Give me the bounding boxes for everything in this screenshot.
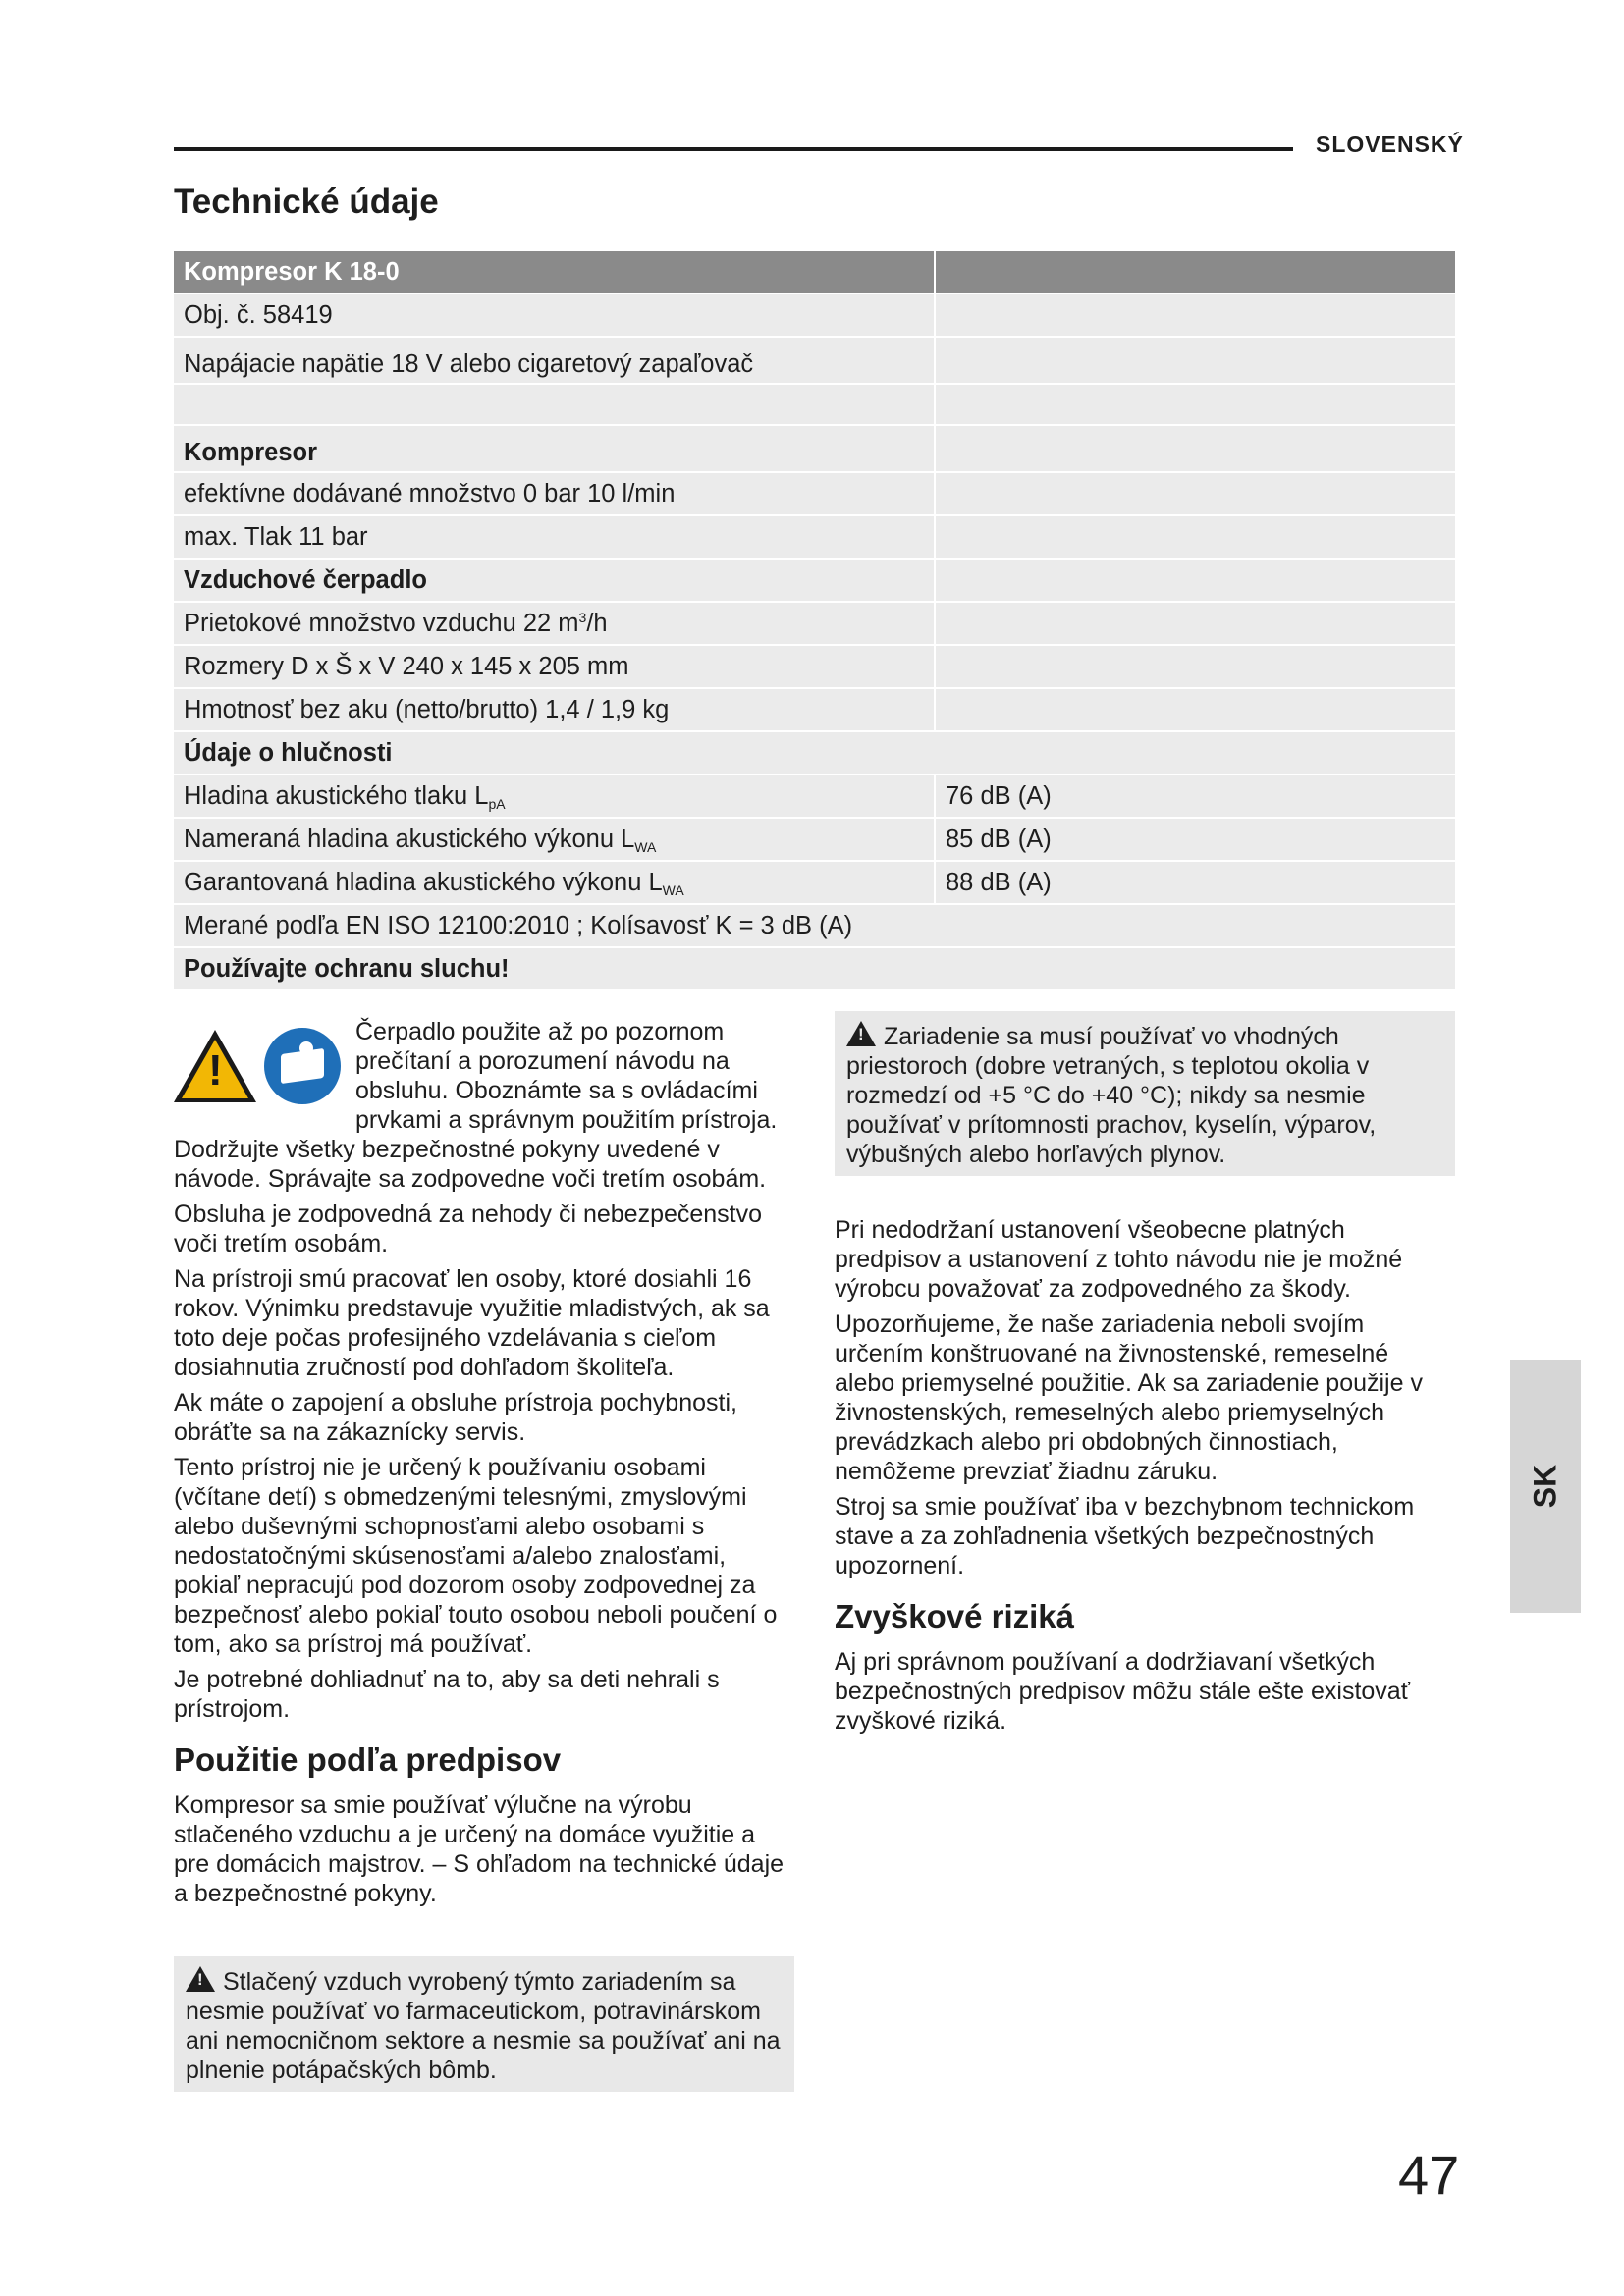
table-row: [174, 385, 1455, 424]
warning-icon: [846, 1021, 876, 1046]
paragraph: Kompresor sa smie používať výlučne na výrobu stlačeného vzduchu a je určený na domáce využitie a pre domácich majstrov. – S ohľadom na technické údaje a bezpečnostné pokyny.: [174, 1791, 785, 1907]
page-number: 47: [1398, 2144, 1460, 2206]
table-row: Prietokové množstvo vzduchu 22 $m^3/h$: [174, 603, 1455, 644]
table-row: Kompresor: [174, 426, 1455, 471]
section-heading-risk: Zvyškové riziká: [835, 1598, 1074, 1634]
table-row: Hmotnosť bez aku (netto/brutto) 1,4 / 1,9 kg: [174, 689, 1455, 730]
paragraph: Tento prístroj nie je určený k používaniu osobami (včítane detí) s obmedzenými telesnými, zmyslovými alebo duševnými schopnosťami alebo osobami s nedostatočnými skúsenosťami a/alebo znalosťami, pokiaľ nepracujú pod dozorom osoby zodpovednej za bezpečnosť alebo pokiaľ touto osobou neboli poučení o tom, ako sa prístroj má používať.: [174, 1454, 778, 1658]
warning-triangle-icon: !: [174, 1030, 256, 1102]
table-value: 85 dB (A): [936, 819, 1455, 860]
spec-table: [174, 251, 1455, 991]
warning-box-left: !Stlačený vzduch vyrobený týmto zariadením sa nesmie používať vo farmaceutickom, potravinárskom ani nemocničnom sektore a nesmie sa používať ani na plnenie potápačských bômb.: [174, 1956, 794, 2092]
table-row: Údaje o hlučnosti: [174, 732, 1455, 774]
right-column: [835, 1215, 1455, 1741]
section-heading-use: Použitie podľa predpisov: [174, 1741, 562, 1778]
table-header-cell: Kompresor K 18-0: [174, 251, 934, 293]
table-row: Obj. č. 58419: [174, 294, 1455, 336]
table-value: 88 dB (A): [936, 862, 1455, 903]
warning-box-right: !Zariadenie sa musí používať vo vhodných priestoroch (dobre vetraných, s teplotou okolia v rozmedzí od +5 °C do +40 °C); nikdy sa nesmie používať v prítomnosti prachov, kyselín, výparov, výbušných alebo horľavých plynov.: [835, 1011, 1455, 1176]
table-row: Garantovaná hladina akustického výkonu $L_{WA}$ 88 dB (A): [174, 862, 1455, 903]
header-language: SLOVENSKÝ: [1316, 132, 1464, 157]
left-column: [174, 1017, 794, 1914]
paragraph: Je potrebné dohliadnuť na to, aby sa deti nehrali s prístrojom.: [174, 1666, 720, 1723]
paragraph: Pri nedodržaní ustanovení všeobecne platných predpisov a ustanovení z tohto návodu nie je možné výrobcu považovať za zodpovedného za škody.: [835, 1216, 1403, 1303]
table-row: Merané podľa EN ISO 12100:2010 ; Kolísavosť K = 3 dB (A): [174, 905, 1455, 946]
table-row: Rozmery D x Š x V 240 x 145 x 205 mm: [174, 646, 1455, 687]
header-rule: [174, 147, 1293, 151]
read-manual-icon: [264, 1028, 341, 1104]
safety-icons: [174, 1021, 346, 1111]
table-row: Nameraná hladina akustického výkonu $L_{WA}$ 85 dB (A): [174, 819, 1455, 860]
paragraph: Obsluha je zodpovedná za nehody či nebezpečenstvo voči tretím osobám.: [174, 1201, 763, 1257]
table-row: efektívne dodávané množstvo 0 bar 10 l/min: [174, 473, 1455, 514]
language-side-tab: SK: [1510, 1360, 1581, 1613]
page-title: Technické údaje: [174, 183, 439, 221]
paragraph: Stroj sa smie používať iba v bezchybnom technickom stave a za zohľadnenia všetkých bezpečnostných upozornení.: [835, 1493, 1415, 1579]
table-row: Napájacie napätie 18 V alebo cigaretový zapaľovač: [174, 338, 1455, 383]
table-header-row: [174, 251, 1455, 293]
warning-icon: [186, 1966, 215, 1992]
table-row: Vzduchové čerpadlo: [174, 560, 1455, 601]
paragraph: Aj pri správnom používaní a dodržiavaní všetkých bezpečnostných predpisov môžu stále ešte existovať zvyškové riziká.: [835, 1648, 1411, 1735]
table-value: 76 dB (A): [936, 775, 1455, 817]
paragraph: Na prístroji smú pracovať len osoby, ktoré dosiahli 16 rokov. Výnimku predstavuje využitie mladistvých, ak sa toto deje počas profesijného vzdelávania s cieľom dosiahnutia zručností pod dohľadom školiteľa.: [174, 1265, 770, 1381]
paragraph: Ak máte o zapojení a obsluhe prístroja pochybnosti, obráťte sa na zákaznícky servis.: [174, 1389, 737, 1446]
paragraph: Čerpadlo použite až po pozornom prečítaní a porozumení návodu na obsluhu. Oboznámte sa s ovládacími prvkami a správnym použitím prístroja. Dodržujte všetky bezpečnostné pokyny uvedené v návode. Správajte sa zodpovedne voči tretím osobám.: [174, 1018, 778, 1193]
table-row: max. Tlak 11 bar: [174, 516, 1455, 558]
table-row: Používajte ochranu sluchu!: [174, 948, 1455, 989]
table-row: Hladina akustického tlaku $L_{pA}$ 76 dB (A): [174, 775, 1455, 817]
paragraph: Upozorňujeme, že naše zariadenia neboli svojím určením konštruované na živnostenské, remeselné alebo priemyselné použitie. Ak sa zariadenie použije v živnostenských, remeselných alebo priemyselných prevádzkach alebo pri obdobných činnostiach, nemôžeme prevziať žiadnu záruku.: [835, 1310, 1423, 1485]
